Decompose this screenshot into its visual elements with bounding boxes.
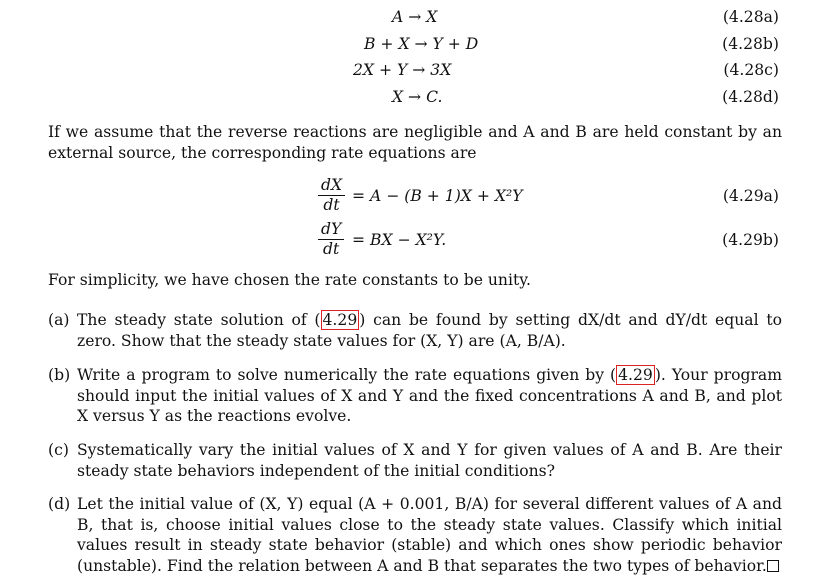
fraction — [318, 176, 345, 215]
numerator: dY — [318, 220, 344, 240]
item-text: Systematically vary the initial values of X and Y for given values of A and B. Are their steady state behaviors independent of the initial conditions? — [77, 441, 782, 480]
equation-number: (4.28b) — [722, 35, 779, 53]
denominator: dt — [323, 196, 340, 214]
exercise-item-b — [48, 365, 782, 427]
equation-number: (4.28c) — [723, 61, 779, 79]
intro-paragraph: If we assume that the reverse reactions are negligible and A and B are held constant by an external source, the corresponding rate equations are — [48, 123, 782, 162]
equation-ref-link[interactable]: 4.29 — [322, 311, 358, 329]
denominator: dt — [323, 240, 340, 258]
equation-number: (4.29b) — [722, 231, 779, 249]
reaction-expr: A → X — [392, 8, 438, 26]
exercise-item-c — [48, 440, 782, 481]
equation-number: (4.28d) — [722, 88, 779, 106]
item-text: The steady state solution of ( 4.29 ) can be found by setting dX/dt and dY/dt equal to zero. Show that the steady state values for (X, Y) are (A, B/A). — [77, 311, 782, 350]
exercise-item-d — [48, 494, 782, 576]
end-of-proof-icon — [767, 560, 779, 572]
reaction-expr: 2X + Y → 3X — [353, 61, 452, 79]
reaction-expr: X → C. — [392, 88, 443, 106]
reaction-expr: B + X → Y + D — [364, 35, 479, 53]
equation-ref-link[interactable]: 4.29 — [618, 366, 653, 384]
rate-rhs: = A − (B + 1)X + X²Y — [352, 187, 523, 205]
item-label: (a) — [48, 311, 70, 329]
rate-rhs: = BX − X²Y. — [352, 231, 447, 249]
equation-number: (4.29a) — [722, 187, 779, 205]
exercise-item-a — [48, 310, 782, 351]
equation-number: (4.28a) — [722, 8, 779, 26]
item-label: (c) — [48, 441, 69, 459]
simplicity-note: For simplicity, we have chosen the rate constants to be unity. — [48, 271, 531, 289]
fraction — [318, 220, 344, 259]
item-text: Write a program to solve numerically the rate equations given by ( 4.29 ). Your program should input the initial values of X and Y and the fixed concentrations A and B, and plot X versus Y as the reactions evolve. — [77, 366, 783, 425]
item-label: (b) — [48, 366, 71, 384]
numerator: dX — [318, 176, 345, 196]
item-label: (d) — [48, 495, 71, 513]
item-text: Let the initial value of (X, Y) equal (A + 0.001, B/A) for several different values of A and B, that is, choose initial values close to the steady state values. Classify which initial values result in steady state behavior (stable) and which ones show periodic behavior (unstable). Find the relation between A and B that separates the two types of behavior. — [77, 495, 782, 575]
